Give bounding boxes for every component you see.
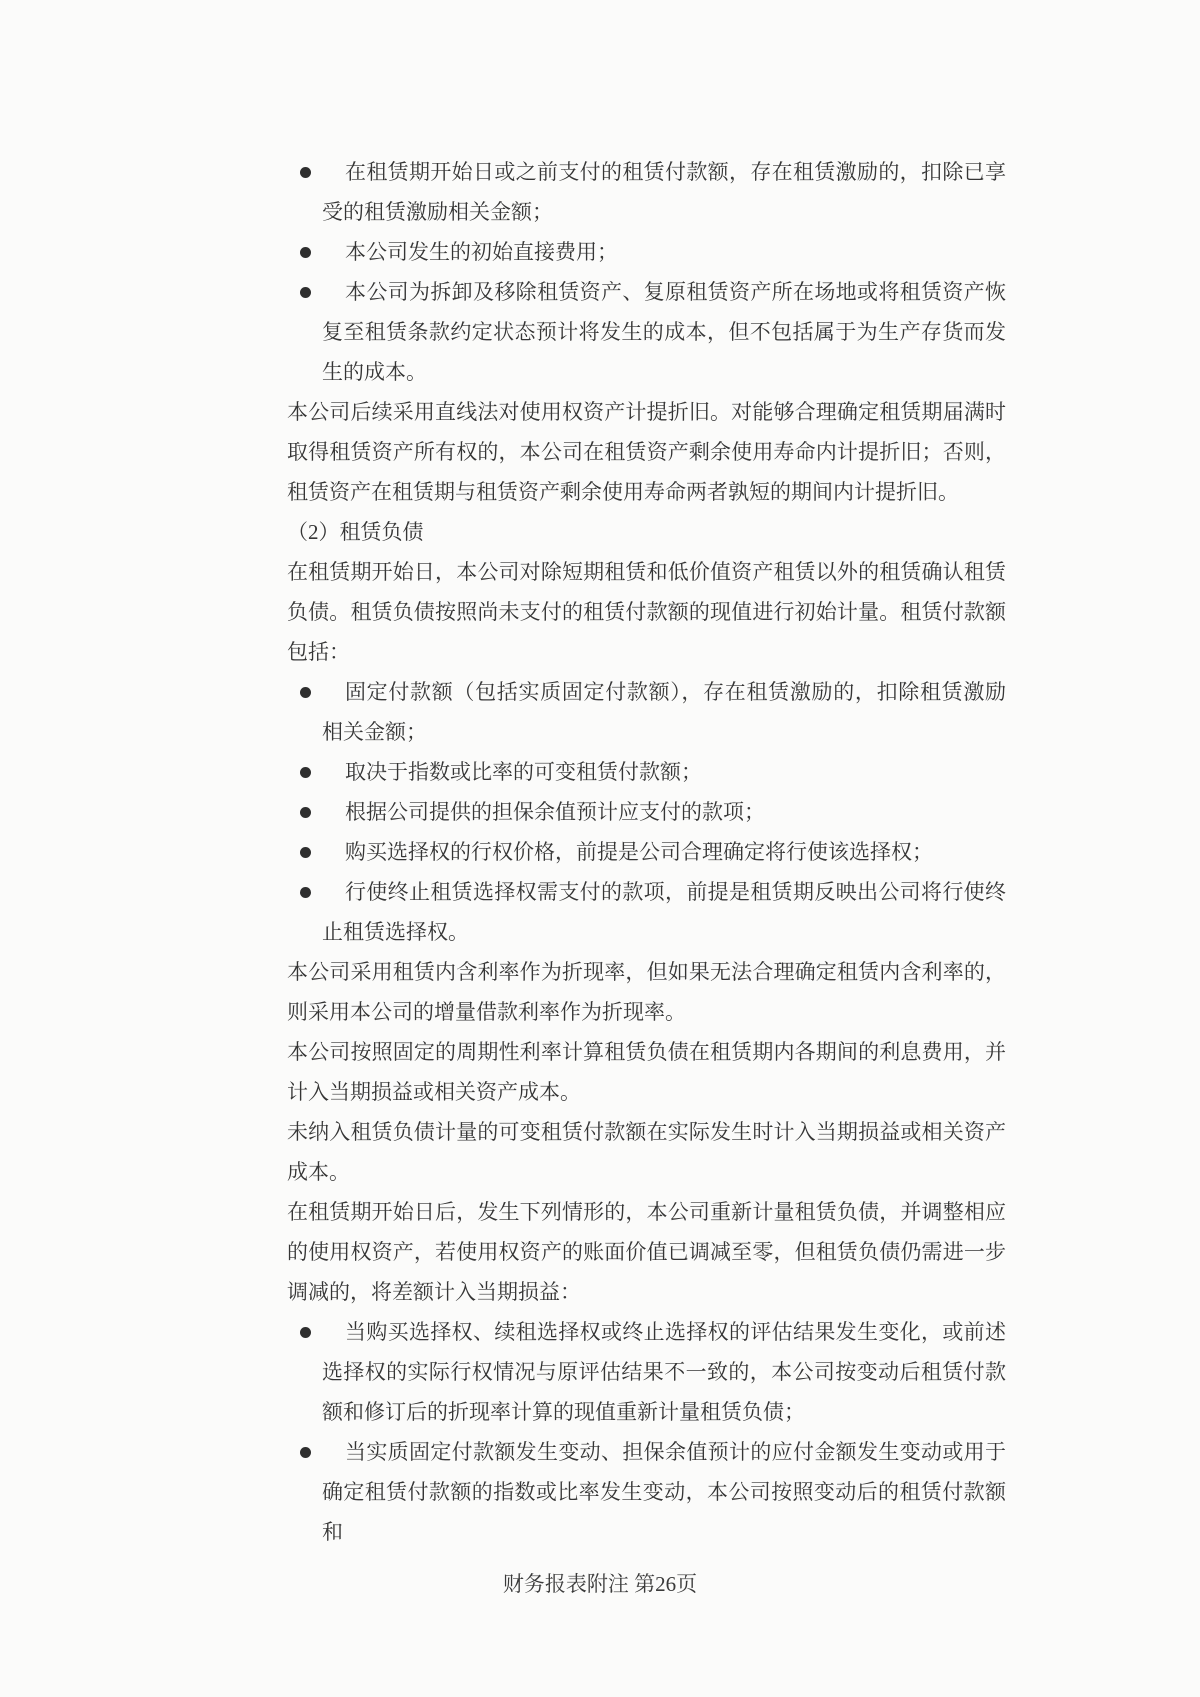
bullet-item <box>287 792 1006 832</box>
section-heading: （2）租赁负债 <box>287 520 424 544</box>
bullet-text: 行使终止租赁选择权需支付的款项，前提是租赁期反映出公司将行使终止租赁选择权。 <box>322 880 1006 944</box>
bullet-icon <box>300 167 311 178</box>
bullet-text: 固定付款额（包括实质固定付款额），存在租赁激励的，扣除租赁激励相关金额； <box>322 680 1006 744</box>
bullet-text: 购买选择权的行权价格，前提是公司合理确定将行使该选择权； <box>345 840 933 864</box>
bullet-icon <box>300 687 311 698</box>
bullet-item <box>287 672 1006 752</box>
bullet-text: 在租赁期开始日或之前支付的租赁付款额，存在租赁激励的，扣除已享受的租赁激励相关金额； <box>322 160 1006 224</box>
paragraph: 在租赁期开始日，本公司对除短期租赁和低价值资产租赁以外的租赁确认租赁负债。租赁负债按照尚未支付的租赁付款额的现值进行初始计量。租赁付款额包括： <box>287 560 1006 664</box>
bullet-text: 本公司为拆卸及移除租赁资产、复原租赁资产所在场地或将租赁资产恢复至租赁条款约定状态预计将发生的成本，但不包括属于为生产存货而发生的成本。 <box>322 280 1006 384</box>
bullet-text: 当实质固定付款额发生变动、担保余值预计的应付金额发生变动或用于确定租赁付款额的指数或比率发生变动，本公司按照变动后的租赁付款额和 <box>322 1440 1006 1544</box>
paragraph: 本公司采用租赁内含利率作为折现率，但如果无法合理确定租赁内含利率的，则采用本公司的增量借款利率作为折现率。 <box>287 960 1006 1024</box>
bullet-item <box>287 152 1006 232</box>
page-footer: 财务报表附注 第26页 <box>502 1572 698 1596</box>
paragraph: 未纳入租赁负债计量的可变租赁付款额在实际发生时计入当期损益或相关资产成本。 <box>287 1120 1006 1184</box>
bullet-item <box>287 1312 1006 1432</box>
bullet-item <box>287 832 1006 872</box>
bullet-icon <box>300 767 311 778</box>
paragraph: 在租赁期开始日后，发生下列情形的，本公司重新计量租赁负债，并调整相应的使用权资产，若使用权资产的账面价值已调减至零，但租赁负债仍需进一步调减的，将差额计入当期损益： <box>287 1200 1006 1304</box>
bullet-text: 当购买选择权、续租选择权或终止选择权的评估结果发生变化，或前述选择权的实际行权情况与原评估结果不一致的，本公司按变动后租赁付款额和修订后的折现率计算的现值重新计量租赁负债； <box>322 1320 1006 1424</box>
bullet-item <box>287 1432 1006 1552</box>
bullet-item <box>287 232 1006 272</box>
bullet-text: 取决于指数或比率的可变租赁付款额； <box>345 760 702 784</box>
bullet-icon <box>300 847 311 858</box>
bullet-icon <box>300 287 311 298</box>
bullet-icon <box>300 1447 311 1458</box>
bullet-text: 根据公司提供的担保余值预计应支付的款项； <box>345 800 765 824</box>
bullet-text: 本公司发生的初始直接费用； <box>345 240 618 264</box>
paragraph: 本公司按照固定的周期性利率计算租赁负债在租赁期内各期间的利息费用，并计入当期损益或相关资产成本。 <box>287 1040 1006 1104</box>
bullet-icon <box>300 1327 311 1338</box>
document-body <box>287 152 1006 1552</box>
bullet-item <box>287 752 1006 792</box>
bullet-item <box>287 272 1006 392</box>
paragraph: 本公司后续采用直线法对使用权资产计提折旧。对能够合理确定租赁期届满时取得租赁资产所有权的，本公司在租赁资产剩余使用寿命内计提折旧；否则，租赁资产在租赁期与租赁资产剩余使用寿命两者孰短的期间内计提折旧。 <box>287 400 1006 504</box>
bullet-icon <box>300 887 311 898</box>
bullet-icon <box>300 807 311 818</box>
bullet-icon <box>300 247 311 258</box>
bullet-item <box>287 872 1006 952</box>
